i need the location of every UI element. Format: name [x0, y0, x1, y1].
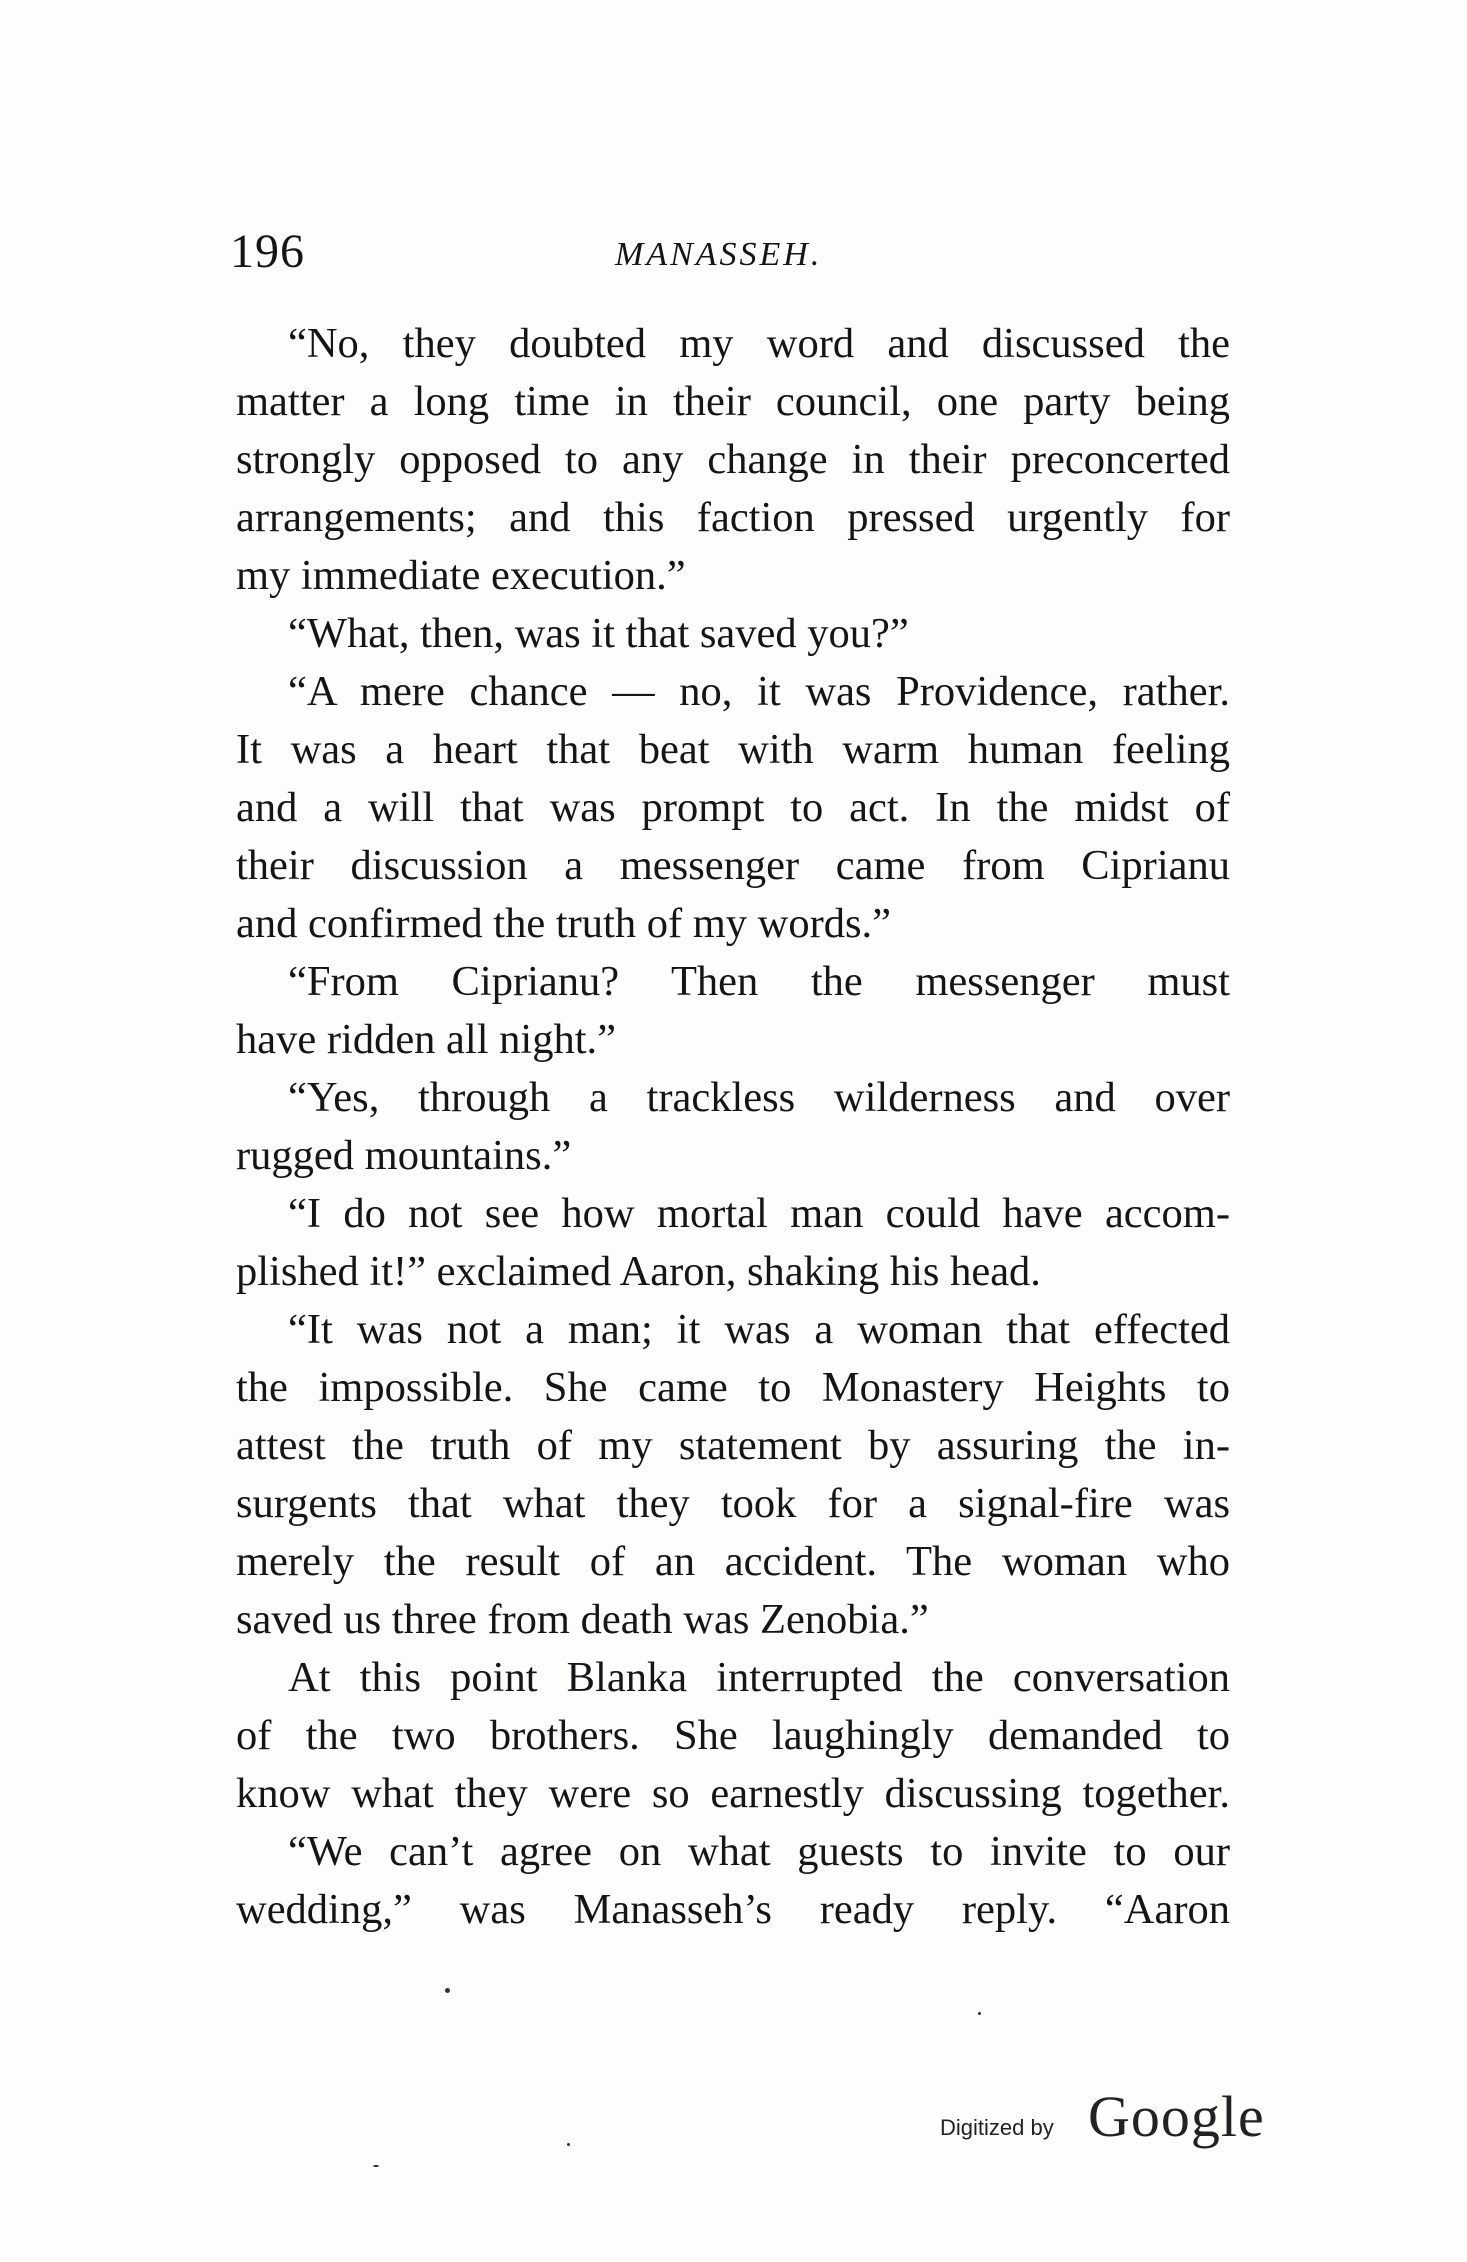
scan-speck	[373, 2165, 379, 2167]
text-line: my immediate execution.”	[236, 552, 686, 599]
running-head: MANASSEH.	[615, 236, 823, 273]
text-line: and a will that was prompt to act. In the midst of	[236, 784, 1230, 831]
text-line: strongly opposed to any change in their preconcerted	[236, 436, 1230, 483]
text-line: of the two brothers. She laughingly demanded to	[236, 1712, 1230, 1759]
text-line: “Yes, through a trackless wilderness and over	[288, 1074, 1230, 1121]
google-logo: Google	[1088, 2084, 1265, 2149]
digitized-by-google-watermark	[940, 2084, 1265, 2155]
scan-speck	[567, 2143, 570, 2146]
page-header	[230, 222, 1230, 292]
text-line: wedding,” was Manasseh’s ready reply. “Aaron	[236, 1886, 1230, 1933]
text-line: saved us three from death was Zenobia.”	[236, 1596, 929, 1643]
watermark-prefix: Digitized by	[940, 2115, 1054, 2140]
text-line: their discussion a messenger came from Ciprianu	[236, 842, 1230, 889]
text-line: have ridden all night.”	[236, 1016, 617, 1063]
text-line: “It was not a man; it was a woman that effected	[288, 1306, 1230, 1353]
text-line: merely the result of an accident. The woman who	[236, 1538, 1230, 1585]
text-line: surgents that what they took for a signal-fire was	[236, 1480, 1230, 1527]
text-line: and confirmed the truth of my words.”	[236, 900, 892, 947]
text-line: “We can’t agree on what guests to invite to our	[288, 1828, 1230, 1875]
body-text	[236, 315, 1230, 1939]
text-line: “From Ciprianu? Then the messenger must	[288, 958, 1230, 1005]
text-line: It was a heart that beat with warm human feeling	[236, 726, 1230, 773]
text-line: rugged mountains.”	[236, 1132, 572, 1179]
text-line: At this point Blanka interrupted the conversation	[288, 1654, 1230, 1701]
text-line: “What, then, was it that saved you?”	[288, 610, 909, 657]
text-line: “No, they doubted my word and discussed the	[288, 320, 1230, 367]
text-line: plished it!” exclaimed Aaron, shaking his head.	[236, 1248, 1041, 1295]
text-line: the impossible. She came to Monastery Heights to	[236, 1364, 1230, 1411]
scan-speck	[445, 1988, 450, 1993]
text-line: attest the truth of my statement by assuring the in-	[236, 1422, 1230, 1469]
text-line: “I do not see how mortal man could have accom-	[288, 1190, 1230, 1237]
text-line: know what they were so earnestly discussing together.	[236, 1770, 1230, 1817]
text-line: arrangements; and this faction pressed urgently for	[236, 494, 1230, 541]
scan-speck	[978, 2012, 981, 2015]
page-number: 196	[230, 225, 305, 278]
text-line: “A mere chance — no, it was Providence, rather.	[288, 668, 1230, 715]
text-line: matter a long time in their council, one party being	[236, 378, 1230, 425]
